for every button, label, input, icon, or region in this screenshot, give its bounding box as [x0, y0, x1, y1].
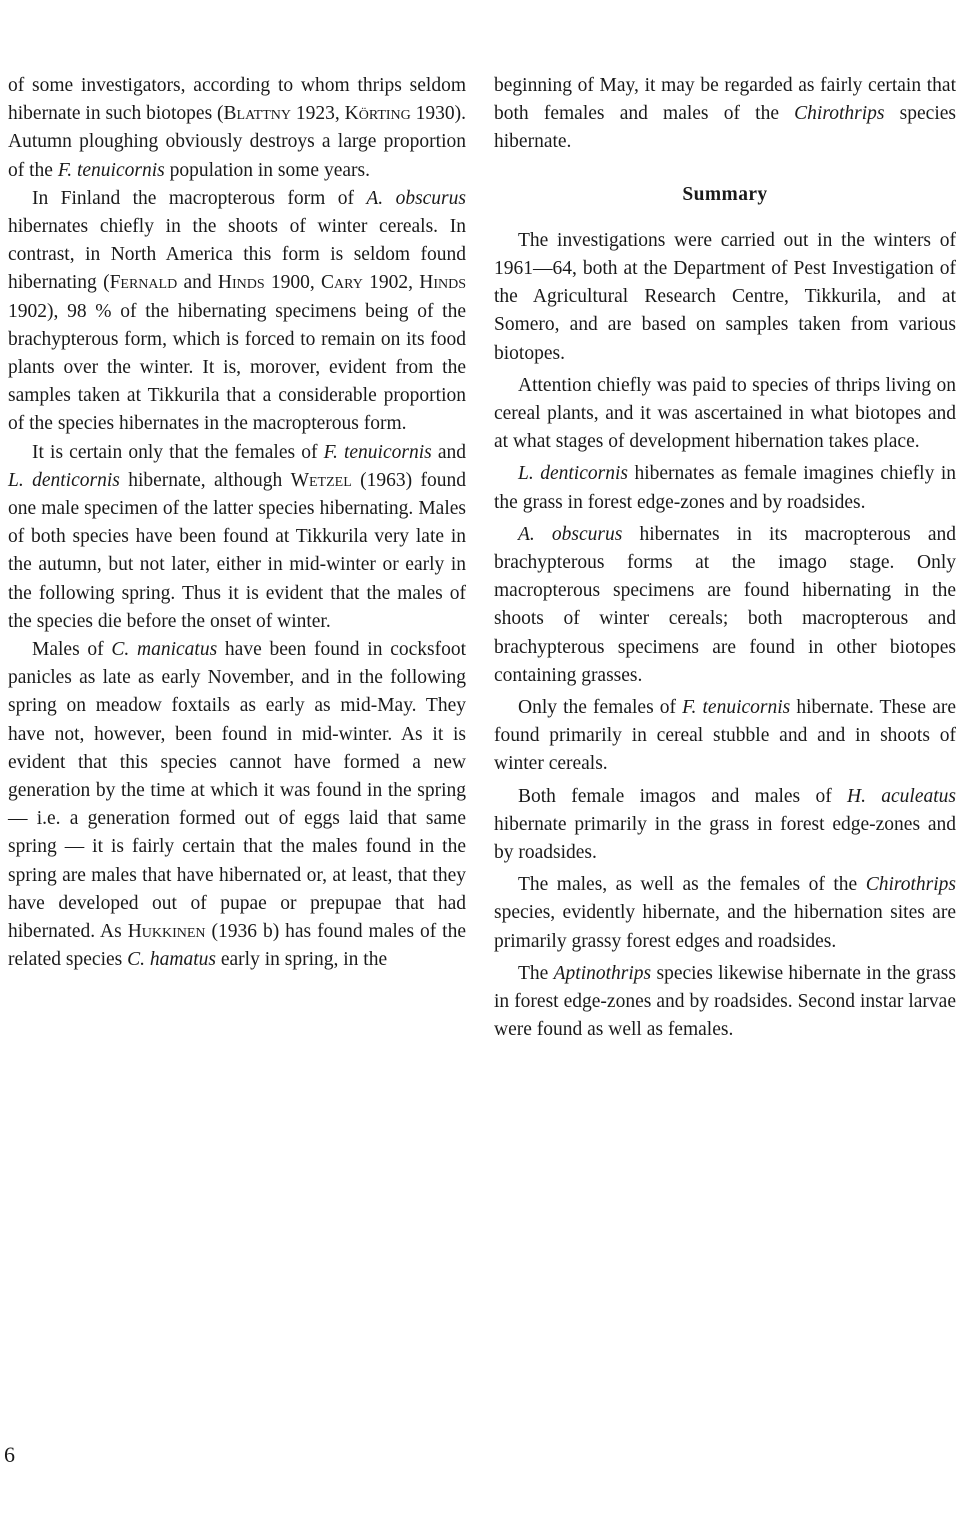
- paragraph: [8, 636, 466, 974]
- species-name: Chirothrips: [865, 874, 956, 896]
- author-name: Fernald: [109, 272, 178, 294]
- species-name: F. tenuicornis: [57, 159, 165, 181]
- text-run: hibernate, although: [119, 469, 291, 491]
- text-run: hibernates in its macropterous and brachypterous forms at the imago stage. Only macropterous specimens are found hibernating in the shoots of winter cereals; both macropterous and brachypterous specimens are found in other biotopes containing grasses.: [494, 523, 956, 686]
- summary-paragraph: [494, 871, 956, 956]
- text-run: hibernate primarily in the grass in forest edge-zones and by roadsides.: [494, 813, 956, 864]
- text-run: of some investigators, according to whom thrips seldom hibernate in such biotopes (: [8, 75, 466, 125]
- text-run: hibernate. These are found primarily in cereal stubble and and in shoots of winter cereals.: [494, 697, 956, 775]
- species-name: L. denticornis: [518, 463, 628, 485]
- author-name: Blattny: [223, 103, 291, 125]
- summary-paragraph: [494, 521, 956, 690]
- text-run: species hibernate.: [494, 103, 956, 153]
- species-name: Chirothrips: [794, 103, 885, 125]
- species-name: F. tenuicornis: [323, 441, 432, 463]
- paragraph: [8, 72, 466, 185]
- author-name: Hinds: [419, 272, 467, 294]
- text-run: Males of: [32, 639, 112, 661]
- text-run: hibernates as female imagines chiefly in the grass in forest edge-zones and by roadsides.: [494, 463, 956, 513]
- author-name: Hukkinen: [127, 921, 206, 943]
- summary-heading: Summary: [682, 183, 768, 205]
- text-run: (1936 b) has found males of the related species: [8, 921, 467, 971]
- summary-paragraph: [494, 960, 956, 1045]
- species-name: A. obscurus: [518, 523, 623, 545]
- text-run: species likewise hibernate in the grass in forest edge-zones and by roadsides. Second instar larvae were found as well as females.: [494, 962, 956, 1041]
- summary-paragraph: Attention chiefly was paid to species of thrips living on cereal plants, and it was ascertained in what biotopes and at what stages of development hibernation takes place.: [494, 374, 956, 453]
- paragraph: [494, 72, 956, 157]
- species-name: F. tenuicornis: [682, 697, 791, 719]
- text-run: hibernates chiefly in the shoots of winter cereals. In contrast, in North America this form is seldom found hibernating (: [8, 216, 466, 294]
- species-name: C. manicatus: [111, 639, 218, 661]
- author-name: Hinds: [217, 272, 265, 294]
- summary-paragraph: [494, 783, 956, 868]
- author-name: Cary: [321, 272, 363, 294]
- page-number: 6: [4, 1442, 15, 1467]
- right-column: [494, 72, 956, 1045]
- text-run: 1902), 98 % of the hibernating specimens being of the brachypterous form, which is forced to remain on its food plants over the winter. It is, morover, evident from the samples taken at Tikkurila that a considerable proportion of the species hibernates in the macropterous form.: [8, 300, 466, 435]
- species-name: A. obscurus: [366, 187, 466, 209]
- species-name: C. hamatus: [127, 949, 216, 971]
- paragraph: [8, 439, 466, 636]
- text-run: have been found in cocksfoot panicles as late as early November, and in the following spring on meadow foxtails as early as mid-May. They have not, however, been found in mid-winter. As it is evident that this species cannot have formed a new generation by the time at which it was found in the spring — i.e. a generation formed out of eggs laid that same spring — it is fairly certain that the males found in the spring are males that have hibernated or, at least, that they have developed out of pupae or prepupae that had hibernated. As: [8, 639, 466, 943]
- text-run: (1963) found one male specimen of the latter species hibernating. Males of both species have been found at Tikkurila very late in the autumn, but not later, either in mid-winter or early in the following spring. Thus it is evident that the males of the species die before the onset of winter.: [8, 469, 466, 632]
- text-run: beginning of May, it may be regarded as fairly certain that both females and males of the: [494, 75, 956, 125]
- text-run: The males, as well as the females of the: [518, 874, 866, 896]
- author-name: Körting: [344, 103, 411, 125]
- species-name: H. aculeatus: [847, 785, 956, 807]
- summary-paragraph: [494, 694, 956, 779]
- text-run: species, evidently hibernate, and the hibernation sites are primarily grassy forest edges and roadsides.: [494, 902, 956, 952]
- summary-paragraph: The investigations were carried out in the winters of 1961—64, both at the Department of Pest Investigation of the Agricultural Research Centre, Tikkurila, and at Somero, and are based on samples taken from various biotopes.: [494, 229, 956, 364]
- text-run: It is certain only that the females of: [32, 441, 324, 463]
- left-column: [8, 72, 466, 975]
- paragraph: [8, 185, 466, 439]
- species-name: L. denticornis: [8, 469, 120, 491]
- text-run: and: [431, 441, 466, 463]
- text-run: population in some years.: [164, 159, 370, 181]
- author-name: Wetzel: [290, 469, 352, 491]
- text-run: 1900,: [264, 272, 322, 294]
- text-run: The: [518, 962, 554, 984]
- species-name: Aptinothrips: [553, 962, 652, 984]
- text-run: Both female imagos and males of: [518, 785, 847, 807]
- text-run: 1923,: [291, 103, 345, 125]
- text-run: 1930). Autumn ploughing obviously destroys a large proportion of the: [8, 103, 467, 181]
- text-run: and: [177, 272, 218, 294]
- text-run: early in spring, in the: [215, 949, 388, 971]
- text-run: Only the females of: [518, 697, 683, 719]
- text-run: In Finland the macropterous form of: [32, 187, 367, 209]
- summary-paragraph: [494, 460, 956, 516]
- text-run: 1902,: [362, 272, 420, 294]
